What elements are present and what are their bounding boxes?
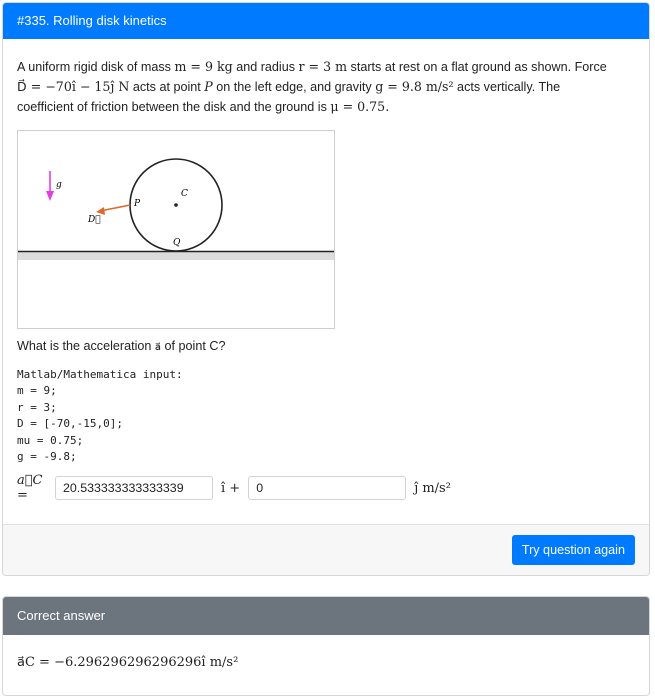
- question-card: [2, 2, 650, 576]
- ay-input[interactable]: [248, 476, 406, 500]
- answer-label: a⃗C =: [17, 473, 43, 504]
- force-eq: D⃗ = −70ı̂ − 15ȷ̂ N: [17, 79, 130, 94]
- text: A uniform rigid disk of mass: [17, 60, 175, 74]
- unit-label: ȷ̂ m/s²: [414, 480, 451, 496]
- card-footer: [3, 524, 649, 575]
- answer-card: [2, 596, 650, 696]
- g-label: g: [56, 180, 62, 190]
- radius-eq: r = 3 m: [298, 59, 348, 74]
- text: coefficient of friction between the disk and the ground is: [17, 100, 331, 114]
- correct-answer: a⃗C = −6.296296296296296ı̂ m/s²: [17, 655, 239, 670]
- gravity-eq: g = 9.8 m/s²: [375, 79, 454, 94]
- force-arrow: [100, 205, 130, 211]
- question-prompt: [17, 339, 635, 353]
- text: What is the acceleration: [17, 339, 155, 353]
- answer-header: Correct answer: [3, 597, 649, 635]
- accel-symbol: a⃗: [154, 342, 162, 353]
- ax-input[interactable]: [55, 476, 213, 500]
- try-again-button[interactable]: Try question again: [512, 535, 635, 565]
- force-arrowhead: [96, 207, 105, 215]
- p-label: P: [134, 199, 141, 209]
- q-label: Q: [173, 238, 181, 248]
- text: of point C?: [161, 339, 226, 353]
- question-header: #335. Rolling disk kinetics: [3, 3, 649, 39]
- c-label: C: [181, 189, 188, 199]
- text: acts vertically. The: [453, 80, 561, 94]
- problem-figure: [17, 130, 335, 329]
- mu-eq: μ = 0.75.: [330, 99, 390, 114]
- problem-statement: [17, 57, 635, 117]
- text: acts at point: [129, 80, 205, 94]
- code-block: Matlab/Mathematica input: m = 9; r = 3; D = [-70,-15,0]; mu = 0.75; g = -9.8;: [17, 368, 183, 464]
- text: starts at rest on a flat ground as shown. Force: [347, 60, 607, 74]
- d-label: D⃗: [88, 215, 101, 225]
- mass-eq: m = 9 kg: [174, 59, 233, 74]
- answer-row: [17, 473, 635, 504]
- ground-surface: [18, 252, 334, 260]
- point-p: P: [204, 79, 213, 94]
- text: on the left edge, and gravity: [212, 80, 376, 94]
- text: and radius: [232, 60, 299, 74]
- i-hat-plus: ı̂ +: [221, 480, 241, 496]
- gravity-arrowhead: [46, 191, 54, 201]
- center-dot: [174, 203, 178, 207]
- disk-diagram: [18, 131, 334, 328]
